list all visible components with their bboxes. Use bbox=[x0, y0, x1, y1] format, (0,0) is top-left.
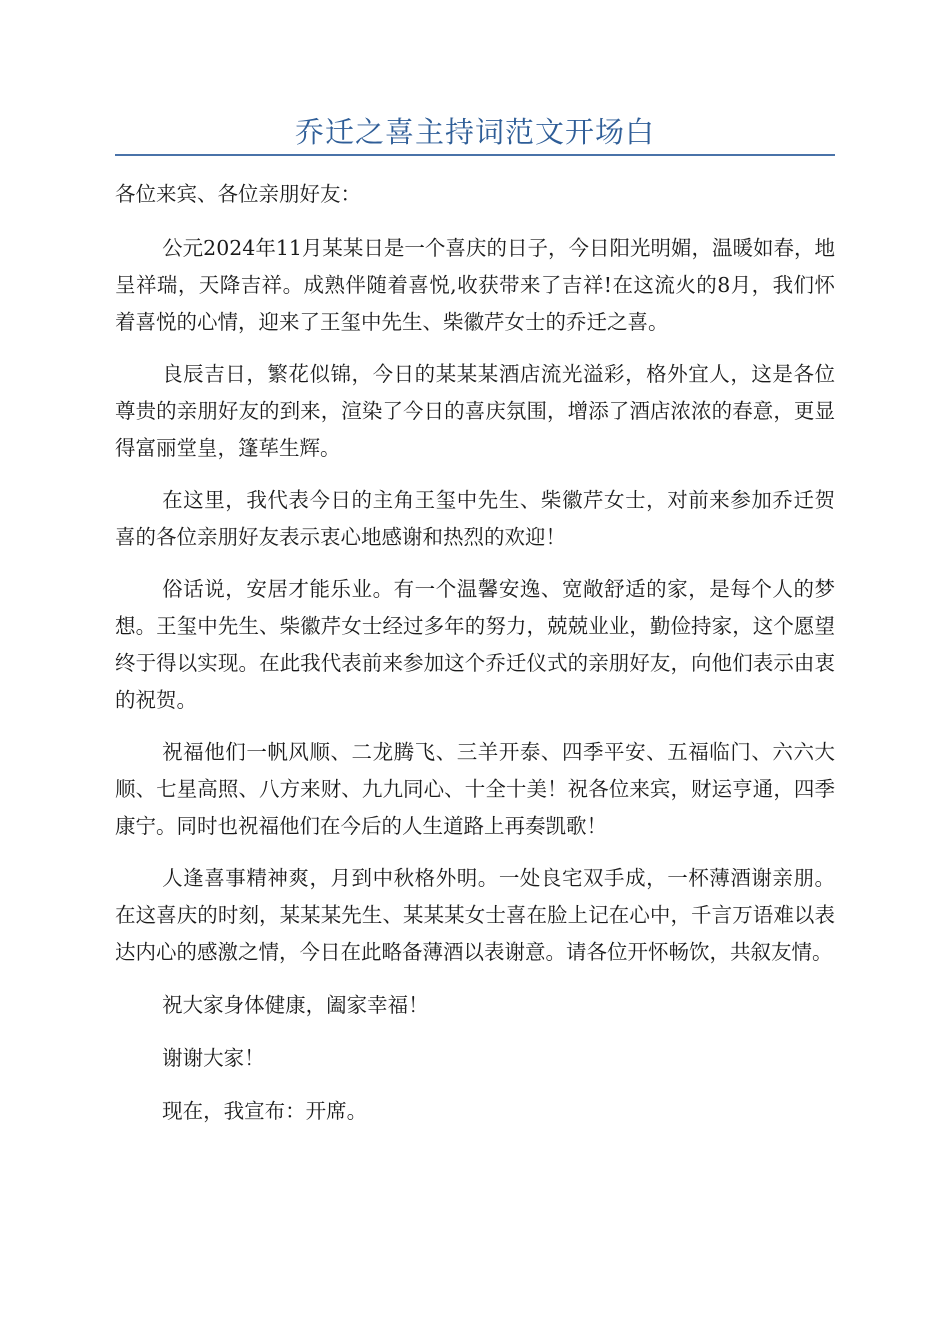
paragraph-venue: 良辰吉日，繁花似锦，今日的某某某酒店流光溢彩，格外宜人，这是各位尊贵的亲朋好友的到来，渲染了今日的喜庆氛围，增添了酒店浓浓的春意，更显得富丽堂皇，篷荜生辉。 bbox=[115, 362, 835, 460]
greeting-line: 各位来宾、各位亲朋好友： bbox=[115, 182, 361, 206]
title-underline bbox=[115, 154, 835, 156]
paragraph-thank-you: 谢谢大家！ bbox=[162, 1046, 265, 1070]
paragraph-wish-health: 祝大家身体健康，阖家幸福！ bbox=[162, 993, 429, 1017]
document-body bbox=[115, 176, 835, 1130]
paragraph-blessings: 祝福他们一帆风顺、二龙腾飞、三羊开泰、四季平安、五福临门、六六大顺、七星高照、八方来财、九九同心、十全十美！祝各位来宾，财运亨通，四季康宁。同时也祝福他们在今后的人生道路上再奏凯歌！ bbox=[115, 740, 835, 838]
paragraph-date-intro: 公元2024年11月某某日是一个喜庆的日子，今日阳光明媚，温暖如春，地呈祥瑞，天降吉祥。成熟伴随着喜悦,收获带来了吉祥!在这流火的8月，我们怀着喜悦的心情，迎来了王玺中先生、柴徽芹女士的乔迁之喜。 bbox=[115, 236, 835, 334]
page-title: 乔迁之喜主持词范文开场白 bbox=[294, 115, 655, 149]
paragraph-open-banquet: 现在，我宣布：开席。 bbox=[162, 1099, 368, 1123]
paragraph-thanks: 在这里，我代表今日的主角王玺中先生、柴徽芹女士，对前来参加乔迁贺喜的各位亲朋好友表示衷心地感谢和热烈的欢迎！ bbox=[115, 488, 835, 549]
paragraph-toast: 人逢喜事精神爽，月到中秋格外明。一处良宅双手成，一杯薄酒谢亲朋。在这喜庆的时刻，某某某先生、某某某女士喜在脸上记在心中，千言万语难以表达内心的感激之情，今日在此略备薄酒以表谢意。请各位开怀畅饮，共叙友情。 bbox=[115, 866, 835, 964]
paragraph-home-dream: 俗话说，安居才能乐业。有一个温馨安逸、宽敞舒适的家，是每个人的梦想。王玺中先生、柴徽芹女士经过多年的努力，兢兢业业，勤俭持家，这个愿望终于得以实现。在此我代表前来参加这个乔迁仪式的亲朋好友，向他们表示由衷的祝贺。 bbox=[115, 577, 835, 712]
